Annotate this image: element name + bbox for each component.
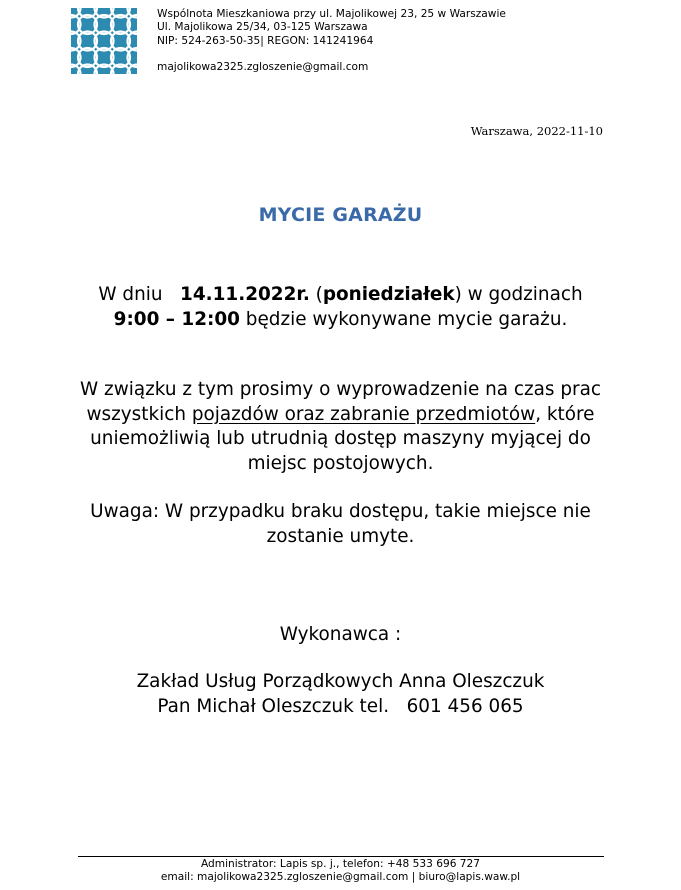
notice-text: , które uniemożliwią lub utrudnią dostęp maszyny myjącej do miejsc postojowych.	[90, 403, 595, 474]
notice-text: ) w godzinach	[454, 284, 583, 305]
contractor-contact-line	[80, 695, 601, 720]
contractor-contact: Pan Michał Oleszczuk tel.	[157, 695, 390, 717]
notice-text: będzie wykonywane mycie garażu.	[239, 308, 568, 330]
letterhead	[157, 8, 506, 75]
contractor-details	[80, 670, 601, 719]
contractor-label: Wykonawca :	[279, 624, 402, 645]
org-email: majolikowa2325.zgloszenie@gmail.com	[157, 61, 369, 74]
notice-date: 14.11.2022r.	[180, 284, 310, 305]
notice-text: W dniu	[98, 284, 163, 305]
org-address: Ul. Majolikowa 25/34, 03-125 Warszawa	[157, 21, 368, 34]
contractor-phone: 601 456 065	[406, 695, 524, 717]
document-date: Warszawa, 2022-11-10	[470, 124, 603, 138]
org-name: Wspólnota Mieszkaniowa przy ul. Majolikowej 23, 25 w Warszawie	[157, 8, 506, 20]
notice-paragraph-date	[80, 283, 601, 332]
notice-hours: 9:00 – 12:00	[113, 308, 240, 330]
footer	[0, 858, 681, 885]
page-title: MYCIE GARAŻU	[258, 204, 423, 226]
footer-emails: email: majolikowa2325.zgloszenie@gmail.com | biuro@lapis.waw.pl	[160, 871, 521, 884]
footer-divider	[78, 856, 604, 857]
footer-admin: Administrator: Lapis sp. j., telefon: +48 533 696 727	[200, 858, 481, 870]
notice-text: W związku z tym prosimy o wyprowadzenie na czas prac wszystkich	[80, 379, 601, 425]
notice-text: (	[309, 284, 323, 305]
contractor-company: Zakład Usług Porządkowych Anna Oleszczuk	[136, 671, 545, 692]
notice-underlined-text: pojazdów oraz zabranie przedmiotów	[191, 403, 536, 425]
org-ids: NIP: 524-263-50-35| REGON: 141241964	[157, 34, 374, 47]
notice-paragraph-request	[80, 378, 601, 476]
geometric-circles-logo-icon	[71, 8, 137, 74]
notice-paragraph-warning: Uwaga: W przypadku braku dostępu, takie miejsce nie zostanie umyte.	[90, 501, 591, 547]
notice-weekday: poniedziałek	[322, 284, 455, 305]
